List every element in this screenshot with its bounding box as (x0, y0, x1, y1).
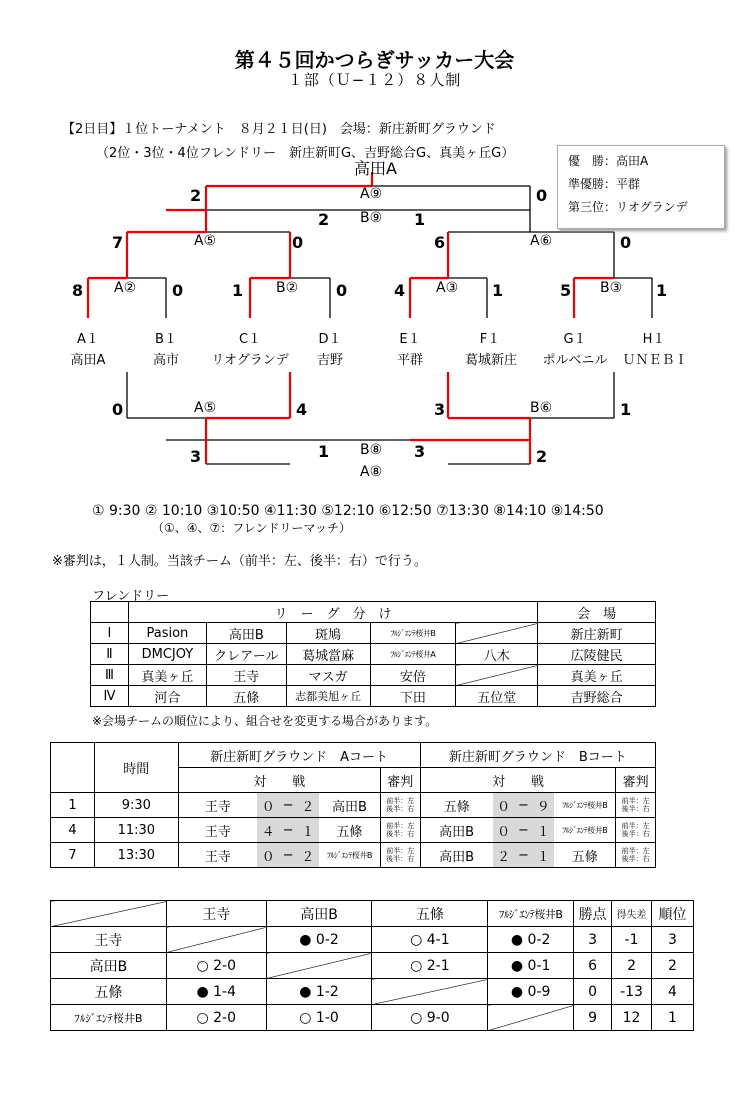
third-score-left: 2 (318, 210, 330, 229)
final-score-right: 0 (536, 186, 548, 205)
league-team: 王寺 (206, 665, 286, 686)
league-team-empty (456, 623, 538, 644)
home-score: ０ (257, 843, 279, 868)
table-row (51, 843, 656, 868)
lower-left-label: A⑤ (194, 400, 217, 416)
lower-final-score-left: 1 (318, 442, 330, 461)
team-code: B１ (155, 332, 177, 347)
referee-rule (616, 843, 656, 868)
qf3-score-left: 4 (394, 281, 406, 300)
table-row (91, 686, 656, 707)
away-team: ﾌﾙｼﾞｴﾝﾃ桜井B (319, 843, 381, 868)
referee-header: 審判 (380, 768, 420, 793)
league-venue: 新庄新町 (538, 623, 656, 644)
points-header: 勝点 (574, 901, 612, 927)
league-team: 河合 (128, 686, 206, 707)
match-number: 1 (51, 793, 95, 818)
tournament-subtitle: １部（Ｕ−１２）８人制 (287, 71, 462, 89)
friendly-note: ※会場チームの順位により、組合せを変更する場合があります。 (92, 714, 438, 728)
qf1-score-right: 0 (172, 281, 184, 300)
away-score: １ (532, 843, 554, 868)
home-team: 王寺 (178, 818, 257, 843)
rank: 1 (652, 1005, 694, 1031)
home-score: ０ (493, 793, 515, 818)
home-score: ０ (257, 793, 279, 818)
lower-right-score-left: 3 (434, 400, 446, 419)
ref-first-half: 前半：左 (386, 797, 415, 805)
team-code: A１ (77, 332, 99, 347)
result-cell: ○ 1-0 (266, 1005, 372, 1031)
sf2-label: A⑥ (530, 233, 553, 249)
result-cell: ○ 2-1 (372, 953, 488, 979)
dash: − (515, 818, 533, 843)
winner-text: 優 勝：高田A (568, 154, 649, 168)
away-team: 五條 (554, 843, 616, 868)
result-cell: ● 0-9 (488, 979, 574, 1005)
friendly-league-table (90, 601, 656, 707)
league-number: Ⅰ (91, 623, 129, 644)
league-team-empty (456, 665, 538, 686)
league-venue: 広陵健民 (538, 644, 656, 665)
result-cell: ● 1-2 (266, 979, 372, 1005)
home-score: ０ (493, 818, 515, 843)
away-team: ﾌﾙｼﾞｴﾝﾃ桜井B (554, 818, 616, 843)
qf1-score-left: 8 (72, 281, 84, 300)
qf2-label: B② (276, 280, 299, 296)
self-cell (372, 979, 488, 1005)
away-score: １ (532, 818, 554, 843)
away-team: 高田B (319, 793, 381, 818)
qf2-score-left: 1 (232, 281, 244, 300)
table-row (51, 953, 694, 979)
table-row (51, 818, 656, 843)
goal-diff: -13 (612, 979, 652, 1005)
ref-second-half: 後半：右 (621, 805, 650, 813)
team-name: リオグランデ (211, 353, 289, 368)
table-row (51, 1005, 694, 1031)
qf1-label: A② (114, 280, 137, 296)
goal-diff: -1 (612, 927, 652, 953)
away-team: ﾌﾙｼﾞｴﾝﾃ桜井B (554, 793, 616, 818)
away-team: 五條 (319, 818, 381, 843)
qf3-score-right: 1 (492, 281, 504, 300)
league-team: Pasion (128, 623, 206, 644)
qf3-label: A③ (436, 280, 459, 296)
qf4-score-left: 5 (560, 281, 572, 300)
column-team: 高田B (266, 901, 372, 927)
column-team: 五條 (372, 901, 488, 927)
result-cell: ● 1-4 (166, 979, 266, 1005)
team-code: G１ (563, 332, 587, 347)
points: 3 (574, 927, 612, 953)
rank: 4 (652, 979, 694, 1005)
lower-final-score-right: 3 (414, 442, 426, 461)
league-team: 高田B (206, 623, 286, 644)
league-team: マスガ (286, 665, 370, 686)
match-time: 9:30 (95, 793, 179, 818)
sf2-score-left: 6 (434, 233, 446, 252)
results-box (557, 145, 725, 229)
league-venue: 吉野総合 (538, 686, 656, 707)
rank: 3 (652, 927, 694, 953)
league-team: 五條 (206, 686, 286, 707)
points: 0 (574, 979, 612, 1005)
dash: − (515, 793, 533, 818)
lower-right-score-right: 1 (620, 400, 632, 419)
third-place-text: 第三位：リオグランデ (568, 200, 688, 214)
column-team: ﾌﾙｼﾞｴﾝﾃ桜井B (488, 901, 574, 927)
corner-cell (51, 901, 167, 927)
ref-first-half: 前半：左 (621, 847, 650, 855)
away-score: ２ (297, 843, 319, 868)
league-number: Ⅱ (91, 644, 129, 665)
league-number: Ⅳ (91, 686, 129, 707)
team-name: 高田A (70, 353, 106, 368)
team-code: F１ (479, 332, 501, 347)
column-team: 王寺 (166, 901, 266, 927)
result-cell: ○ 4-1 (372, 927, 488, 953)
home-team: 王寺 (178, 793, 257, 818)
team-code: D１ (318, 332, 342, 347)
league-team: クレアール (206, 644, 286, 665)
points: 9 (574, 1005, 612, 1031)
league-team: 葛城當麻 (286, 644, 370, 665)
venue-header: 会 場 (538, 602, 656, 623)
court-b-header: 新庄新町グラウンド Bコート (420, 743, 655, 768)
self-cell (266, 953, 372, 979)
team-name: 葛城新庄 (464, 353, 517, 368)
goal-diff: 2 (612, 953, 652, 979)
table-row (51, 979, 694, 1005)
away-score: ９ (532, 793, 554, 818)
referee-rule (616, 793, 656, 818)
league-number: Ⅲ (91, 665, 129, 686)
tournament-title: 第４５回かつらぎサッカー大会 (234, 48, 515, 72)
league-team: 下田 (370, 686, 456, 707)
match-header: 対 戦 (178, 768, 380, 793)
points: 6 (574, 953, 612, 979)
goal-diff-header: 得失差 (612, 901, 652, 927)
lower-bottom-score-right: 2 (536, 447, 548, 466)
table-row (51, 927, 694, 953)
result-cell: ○ 9-0 (372, 1005, 488, 1031)
league-team: 真美ヶ丘 (128, 665, 206, 686)
dash: − (515, 843, 533, 868)
row-team: 五條 (51, 979, 167, 1005)
match-time: 11:30 (95, 818, 179, 843)
league-team: 志都美旭ヶ丘 (286, 686, 370, 707)
team-code: E１ (399, 332, 421, 347)
result-cell: ○ 2-0 (166, 953, 266, 979)
referee-rule (380, 793, 420, 818)
qf4-label: B③ (600, 280, 623, 296)
league-team: 八木 (456, 644, 538, 665)
kickoff-times: ① 9:30 ② 10:10 ③10:50 ④11:30 ⑤12:10 ⑥12:50 ⑦13:30 ⑧14:10 ⑨14:50 (92, 503, 604, 519)
lower-bottom-label: A⑧ (360, 464, 383, 480)
referee-header: 審判 (616, 768, 656, 793)
ref-first-half: 前半：左 (621, 797, 650, 805)
match-number: 4 (51, 818, 95, 843)
third-score-right: 1 (414, 210, 426, 229)
team-code: H１ (642, 332, 666, 347)
home-score: ４ (257, 818, 279, 843)
blank-cell (91, 602, 129, 623)
result-cell: ● 0-2 (488, 927, 574, 953)
team-name: 平群 (396, 353, 423, 368)
home-team: 五條 (420, 793, 493, 818)
referee-note: ※審判は，１人制。当該チーム（前半：左、後半：右）で行う。 (52, 554, 427, 569)
league-venue: 真美ヶ丘 (538, 665, 656, 686)
referee-rule (380, 818, 420, 843)
league-team: ﾌﾙｼﾞｴﾝﾃ桜井B (370, 623, 456, 644)
lower-right-label: B⑥ (530, 400, 553, 416)
match-number: 7 (51, 843, 95, 868)
league-team: 斑鳩 (286, 623, 370, 644)
home-score: ２ (493, 843, 515, 868)
ref-second-half: 後半：右 (386, 830, 415, 838)
home-team: 高田B (420, 843, 493, 868)
league-header: リ ー グ 分 け (128, 602, 537, 623)
ref-first-half: 前半：左 (621, 822, 650, 830)
league-team: ﾌﾙｼﾞｴﾝﾃ桜井A (370, 644, 456, 665)
row-team: 高田B (51, 953, 167, 979)
blank-cell (51, 743, 95, 793)
home-team: 高田B (420, 818, 493, 843)
day2-info: 【2日目】１位トーナメント ８月２１日(日) 会場：新庄新町グラウンド (62, 122, 496, 137)
table-row (91, 644, 656, 665)
rank-header: 順位 (652, 901, 694, 927)
lower-final-label: B⑧ (360, 442, 383, 458)
row-team: ﾌﾙｼﾞｴﾝﾃ桜井B (51, 1005, 167, 1031)
ref-second-half: 後半：右 (386, 855, 415, 863)
final-score-left: 2 (190, 186, 202, 205)
referee-rule (380, 843, 420, 868)
ref-first-half: 前半：左 (386, 847, 415, 855)
dash: − (279, 793, 297, 818)
league-team: 五位堂 (456, 686, 538, 707)
home-team: 王寺 (178, 843, 257, 868)
match-header: 対 戦 (420, 768, 616, 793)
ref-second-half: 後半：右 (621, 855, 650, 863)
row-team: 王寺 (51, 927, 167, 953)
time-header: 時間 (95, 743, 179, 793)
team-name: 吉野 (316, 353, 343, 368)
sf1-label: A⑤ (194, 233, 217, 249)
result-cell: ● 0-1 (488, 953, 574, 979)
lower-bottom-score-left: 3 (190, 447, 202, 466)
result-cell: ● 0-2 (266, 927, 372, 953)
team-name: ＵＮＥＢＩ (622, 353, 688, 368)
league-team: 安倍 (370, 665, 456, 686)
champion-label: 高田A (354, 159, 397, 178)
team-name: 高市 (152, 353, 179, 368)
sf1-score-right: 0 (292, 233, 304, 252)
goal-diff: 12 (612, 1005, 652, 1031)
result-cell: ○ 2-0 (166, 1005, 266, 1031)
runner-up-text: 準優勝：平群 (568, 177, 641, 191)
kickoff-times-note: （①、④、⑦：フレンドリーマッチ） (152, 521, 352, 535)
dash: − (279, 843, 297, 868)
table-row (51, 793, 656, 818)
team-name: ポルベニル (542, 353, 608, 368)
qf4-score-right: 1 (656, 281, 668, 300)
referee-rule (616, 818, 656, 843)
table-row (91, 665, 656, 686)
league-team: DMCJOY (128, 644, 206, 665)
match-time: 13:30 (95, 843, 179, 868)
table-row (91, 623, 656, 644)
team-code: C１ (238, 332, 262, 347)
standings-table (50, 900, 694, 1031)
qf2-score-right: 0 (336, 281, 348, 300)
friendly-venues-info: （2位・3位・4位フレンドリー 新庄新町G、吉野総合G、真美ヶ丘G） (96, 146, 515, 161)
self-cell (488, 1005, 574, 1031)
ref-second-half: 後半：右 (621, 830, 650, 838)
self-cell (166, 927, 266, 953)
ref-second-half: 後半：右 (386, 805, 415, 813)
away-score: １ (297, 818, 319, 843)
lower-left-score-left: 0 (112, 400, 124, 419)
third-place-label: B⑨ (360, 210, 383, 226)
court-a-header: 新庄新町グラウンド Aコート (178, 743, 420, 768)
rank: 2 (652, 953, 694, 979)
away-score: ２ (297, 793, 319, 818)
sf2-score-right: 0 (620, 233, 632, 252)
schedule-table (50, 742, 656, 868)
sf1-score-left: 7 (112, 233, 124, 252)
lower-left-score-right: 4 (296, 400, 308, 419)
friendly-title: フレンドリー (92, 589, 170, 604)
dash: − (279, 818, 297, 843)
ref-first-half: 前半：左 (386, 822, 415, 830)
final-label: A⑨ (360, 186, 383, 202)
